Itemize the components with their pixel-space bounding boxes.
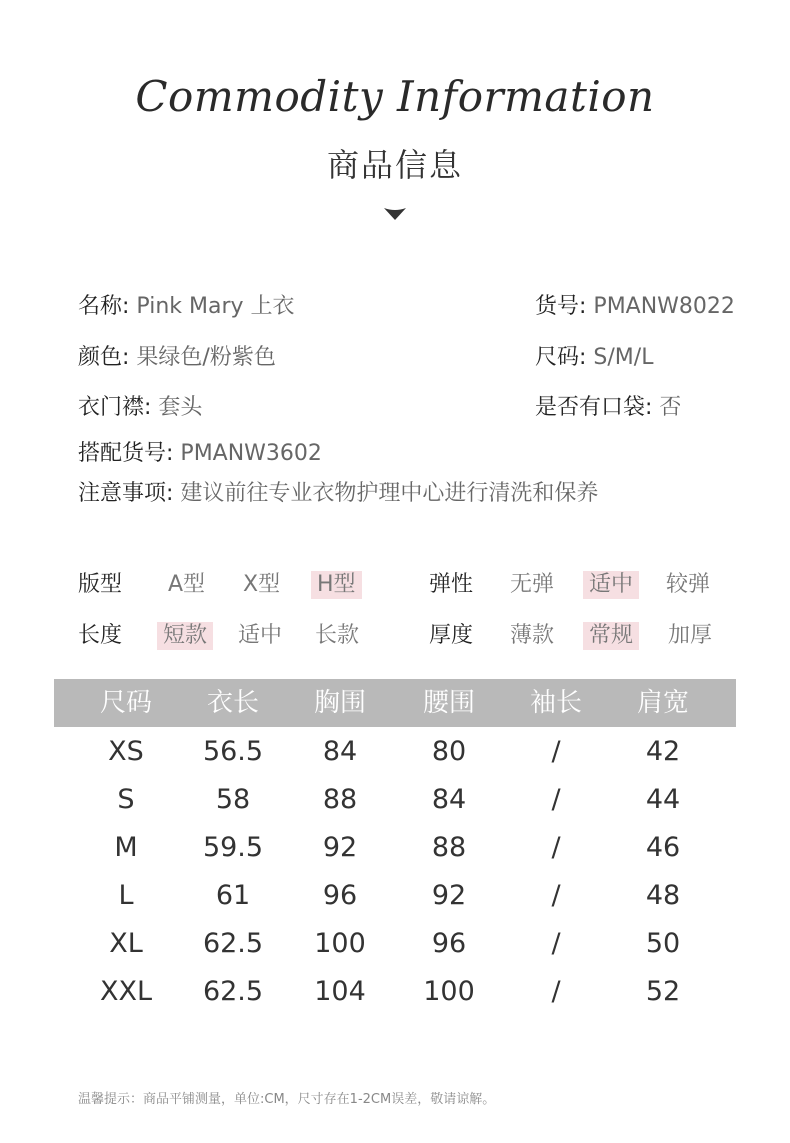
size-table-header-cell: 胸围 <box>313 688 366 718</box>
size-table-cell: 48 <box>645 880 681 911</box>
size-table-cell: 88 <box>431 832 467 863</box>
size-table-cell: M <box>114 832 138 863</box>
size-table-cell: 84 <box>322 736 358 767</box>
info-matching-value: PMANW3602 <box>180 441 322 466</box>
size-table-header-cell: 尺码 <box>99 688 152 718</box>
info-matching <box>78 440 322 468</box>
size-table-cell: 56.5 <box>202 736 264 767</box>
size-table-cell: 58 <box>215 784 251 815</box>
size-table-cell: 88 <box>322 784 358 815</box>
size-table-cell: 96 <box>431 928 467 959</box>
chevron-down-icon <box>384 207 406 221</box>
title-cn: 商品信息 <box>326 146 463 184</box>
size-table-cell: 62.5 <box>202 976 264 1007</box>
size-table-cell: 61 <box>215 880 251 911</box>
size-table-cell: 100 <box>314 928 366 959</box>
size-table-header-cell: 袖长 <box>529 688 582 718</box>
attr-fit-label: 版型 <box>78 572 123 597</box>
attr-thickness-option-selected: 常规 <box>583 622 639 650</box>
size-table-cell: 84 <box>431 784 467 815</box>
size-table-cell: 59.5 <box>202 832 264 863</box>
info-size-label: 尺码: <box>535 345 587 370</box>
size-table-header <box>54 679 736 727</box>
size-table-cell: / <box>551 736 561 767</box>
info-pocket-value: 否 <box>659 395 682 420</box>
size-table-cell: 50 <box>645 928 681 959</box>
info-placket-value: 套头 <box>158 395 203 420</box>
info-notice-label: 注意事项: <box>78 481 174 506</box>
attr-thickness-option: 薄款 <box>510 623 555 648</box>
info-size <box>535 344 653 372</box>
title-en: Commodity Information <box>135 72 655 121</box>
size-table-cell: / <box>551 928 561 959</box>
size-table-cell: 44 <box>645 784 681 815</box>
attr-elasticity-label: 弹性 <box>429 572 474 597</box>
info-color-label: 颜色: <box>78 345 130 370</box>
size-table-cell: 92 <box>431 880 467 911</box>
size-table-cell: 52 <box>645 976 681 1007</box>
attr-length-option: 长款 <box>315 623 360 648</box>
size-table-cell: 104 <box>314 976 366 1007</box>
attr-fit-option: X型 <box>243 572 281 597</box>
attr-elasticity-option: 较弹 <box>666 572 711 597</box>
info-color <box>78 344 276 372</box>
footnote: 温馨提示：商品平铺测量，单位:CM，尺寸存在1-2CM误差，敬请谅解。 <box>78 1092 496 1107</box>
size-table-cell: 46 <box>645 832 681 863</box>
info-pocket-label: 是否有口袋: <box>535 395 653 420</box>
size-table-cell: 96 <box>322 880 358 911</box>
size-table-cell: / <box>551 880 561 911</box>
size-table-cell: L <box>118 880 134 911</box>
size-table-cell: / <box>551 832 561 863</box>
info-matching-label: 搭配货号: <box>78 441 174 466</box>
size-table-cell: / <box>551 784 561 815</box>
size-table-cell: XXL <box>99 976 153 1007</box>
size-table-cell: XS <box>108 736 144 767</box>
attr-length-label: 长度 <box>78 623 123 648</box>
info-name <box>78 293 295 321</box>
attr-elasticity-option: 无弹 <box>510 572 555 597</box>
size-table-cell: 80 <box>431 736 467 767</box>
size-table-cell: S <box>117 784 135 815</box>
info-placket <box>78 394 202 422</box>
attr-length-option-selected: 短款 <box>157 622 213 650</box>
info-item-no <box>535 293 735 321</box>
attr-elasticity-option-selected: 适中 <box>583 571 639 599</box>
attr-thickness-option: 加厚 <box>668 623 713 648</box>
size-table-cell: 42 <box>645 736 681 767</box>
attr-length-option: 适中 <box>238 623 283 648</box>
size-table-cell: XL <box>109 928 143 959</box>
info-item-no-value: PMANW8022 <box>593 294 735 319</box>
info-placket-label: 衣门襟: <box>78 395 152 420</box>
size-table-header-cell: 肩宽 <box>636 688 689 718</box>
attr-thickness-label: 厚度 <box>429 623 474 648</box>
info-size-value: S/M/L <box>593 345 654 370</box>
info-name-value: Pink Mary 上衣 <box>136 294 295 319</box>
attr-fit-option: A型 <box>168 572 206 597</box>
info-name-label: 名称: <box>78 294 130 319</box>
size-table-cell: 100 <box>423 976 475 1007</box>
info-color-value: 果绿色/粉紫色 <box>136 345 276 370</box>
size-table-cell: 62.5 <box>202 928 264 959</box>
info-item-no-label: 货号: <box>535 294 587 319</box>
info-notice-value: 建议前往专业衣物护理中心进行清洗和保养 <box>180 481 599 506</box>
size-table-header-cell: 衣长 <box>206 688 259 718</box>
size-table-header-cell: 腰围 <box>422 688 475 718</box>
info-pocket <box>535 394 681 422</box>
size-table-cell: 92 <box>322 832 358 863</box>
attr-fit-option-selected: H型 <box>311 571 362 599</box>
size-table-cell: / <box>551 976 561 1007</box>
info-notice <box>78 480 598 508</box>
